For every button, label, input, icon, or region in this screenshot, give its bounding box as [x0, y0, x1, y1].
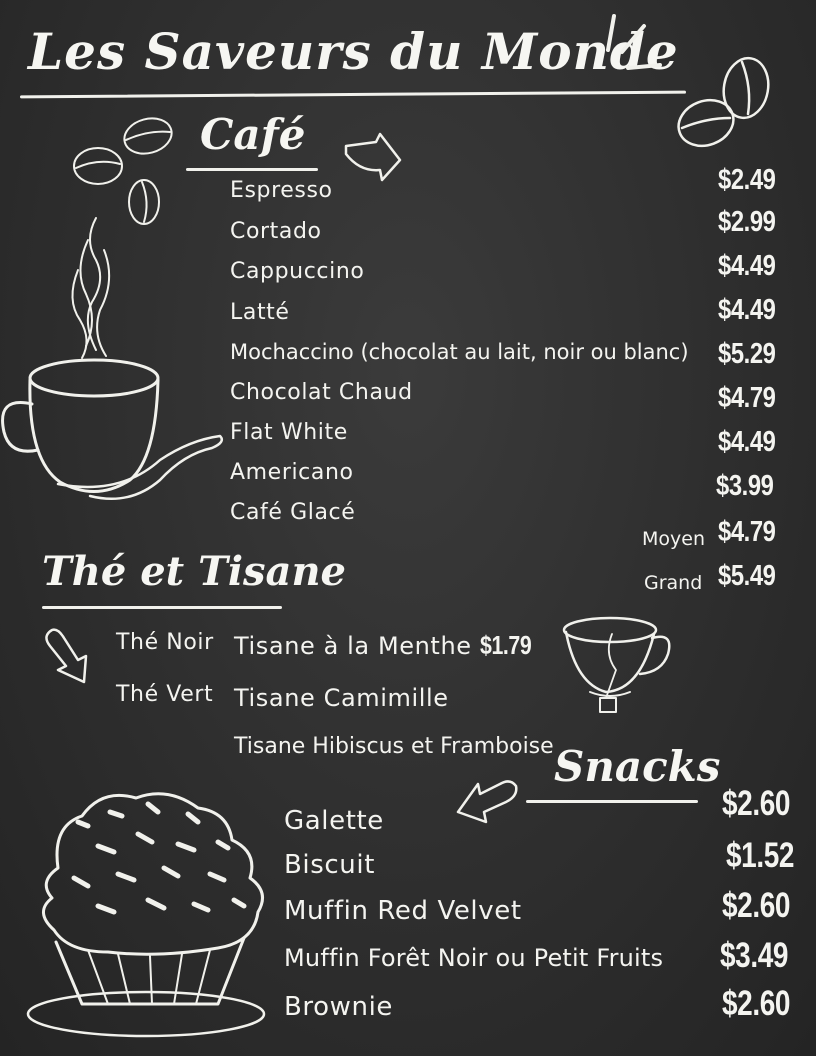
- menu-item-galette: Galette: [284, 806, 384, 836]
- menu-item-cappuccino: Cappuccino: [230, 259, 365, 284]
- tisane-menthe: Tisane à la Menthe: [234, 632, 472, 660]
- menu-item-brownie: Brownie: [284, 992, 394, 1022]
- the-vert: Thé Vert: [116, 682, 214, 707]
- cafe-heading-underline: [186, 168, 318, 171]
- the-heading-underline: [42, 606, 282, 609]
- menu-item-muffin-red-velvet: Muffin Red Velvet: [284, 896, 522, 926]
- price-galette: $2.60: [722, 784, 791, 823]
- price-the: $1.79: [480, 630, 532, 660]
- tea-cup-icon: [560, 614, 675, 719]
- menu-item-flat-white: Flat White: [230, 420, 348, 445]
- menu-item-cortado: Cortado: [230, 219, 322, 244]
- tisane-camimille: Tisane Camimille: [234, 684, 449, 712]
- menu-item-muffin-foret-noir: Muffin Forêt Noir ou Petit Fruits: [284, 944, 664, 972]
- tisane-hibiscus: Tisane Hibiscus et Framboise: [234, 734, 554, 759]
- price-glace-grand: $5.49: [718, 560, 776, 592]
- menu-item-biscuit: Biscuit: [284, 850, 375, 880]
- menu-item-americano: Americano: [230, 460, 354, 485]
- price-cortado: $2.99: [718, 206, 776, 238]
- title-accent-icon: [600, 10, 660, 80]
- price-glace-moyen: $4.79: [718, 516, 776, 548]
- price-espresso: $2.49: [718, 164, 776, 196]
- price-cappuccino: $4.49: [718, 250, 776, 282]
- arrow-icon: [40, 626, 96, 686]
- menu-item-chocolat-chaud: Chocolat Chaud: [230, 380, 413, 405]
- arrow-icon: [456, 776, 522, 826]
- menu-item-latte: Latté: [230, 300, 290, 325]
- size-moyen: Moyen: [642, 528, 705, 550]
- title-underline: [20, 91, 686, 99]
- muffin-icon: [18, 782, 273, 1044]
- price-americano: $3.99: [716, 470, 774, 502]
- coffee-cup-icon: [0, 210, 230, 500]
- size-grand: Grand: [644, 572, 703, 594]
- price-muffin-foret-noir: $3.49: [720, 936, 789, 975]
- price-chocolat-chaud: $4.79: [718, 382, 776, 414]
- the-heading: Thé et Tisane: [42, 548, 347, 595]
- coffee-bean-icon: [676, 58, 776, 158]
- price-muffin-red-velvet: $2.60: [722, 886, 791, 925]
- the-noir: Thé Noir: [116, 630, 214, 655]
- price-biscuit: $1.52: [726, 836, 795, 875]
- menu-item-mochaccino: Mochaccino (chocolat au lait, noir ou blanc): [230, 340, 689, 364]
- price-brownie: $2.60: [722, 984, 791, 1023]
- price-flat-white: $4.49: [718, 426, 776, 458]
- page-title: Les Saveurs du Monde: [28, 22, 679, 81]
- cafe-menu: [230, 164, 790, 550]
- cafe-heading: Café: [200, 110, 306, 159]
- price-latte: $4.49: [718, 294, 776, 326]
- snacks-heading-underline: [526, 800, 698, 803]
- menu-item-cafe-glace: Café Glacé: [230, 500, 356, 525]
- snacks-heading: Snacks: [554, 742, 721, 791]
- menu-item-espresso: Espresso: [230, 178, 333, 203]
- price-mochaccino: $5.29: [718, 338, 776, 370]
